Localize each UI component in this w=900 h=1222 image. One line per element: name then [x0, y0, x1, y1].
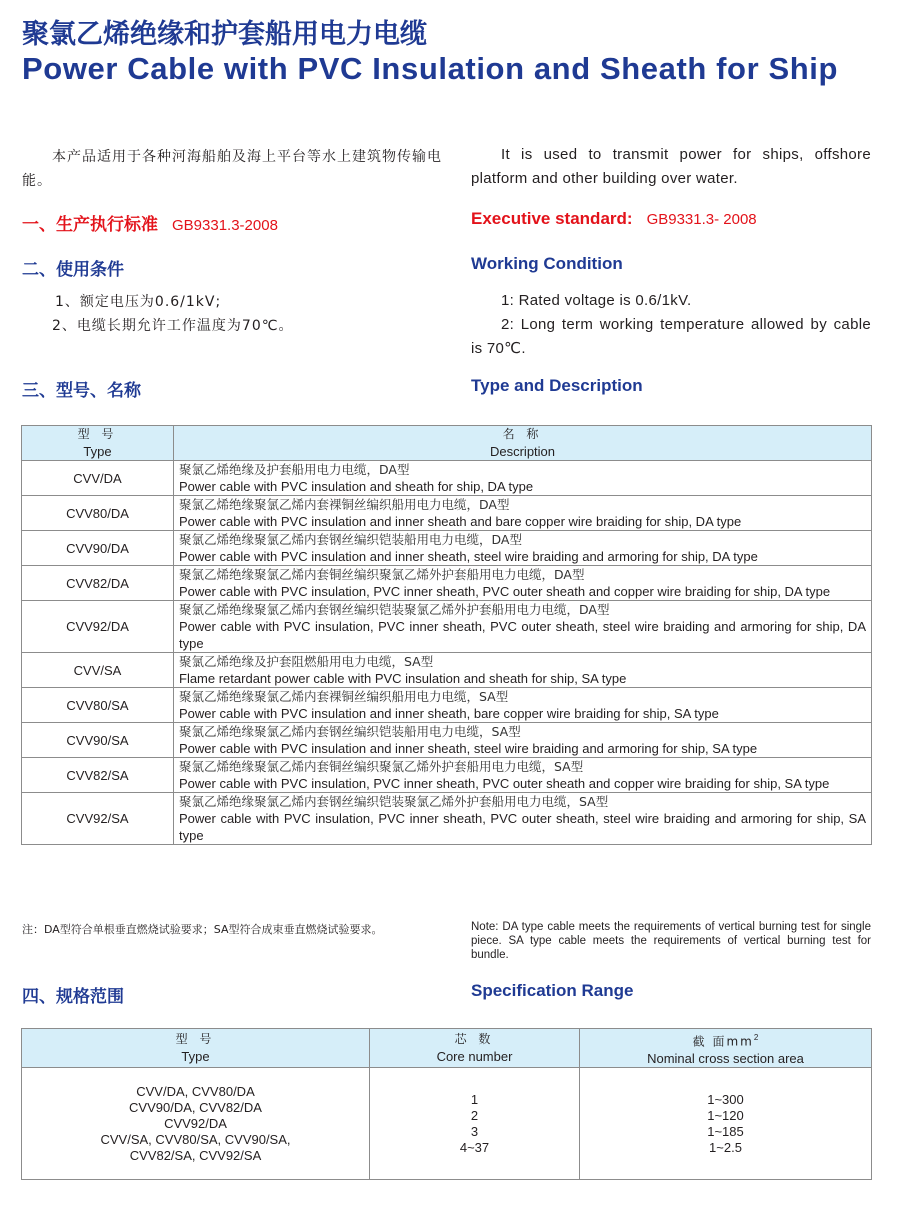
standard-en: [471, 209, 871, 229]
header-en: Type: [181, 1049, 210, 1065]
description-cn: 聚氯乙烯绝缘聚氯乙烯内套钢丝编织铠装聚氯乙烯外护套船用电力电缆，DA型: [179, 602, 610, 617]
intro-en: It is used to transmit power for ships, offshore platform and other building over water.: [471, 146, 871, 187]
header-en: Description: [489, 444, 556, 459]
description-cn: 聚氯乙烯绝缘及护套船用电力电缆，DA型: [179, 462, 410, 477]
type-cell: CVV90/DA: [22, 531, 174, 566]
description-en: Power cable with PVC insulation and inner sheath, bare copper wire braiding for ship, SA type: [179, 706, 719, 721]
spec-area-line: 1~2.5: [709, 1139, 742, 1155]
spec-cores-cell: [370, 1068, 580, 1180]
description-en: Power cable with PVC insulation and sheath for ship, DA type: [179, 479, 534, 494]
table-row: [22, 496, 872, 531]
header-cn: 型 号: [77, 427, 118, 441]
description-en: Flame retardant power cable with PVC insulation and sheath for ship, SA type: [179, 671, 627, 686]
description-en: Power cable with PVC insulation, PVC inner sheath, PVC outer sheath, steel wire braiding and armoring for ship, SA type: [179, 811, 866, 843]
description-cell: [174, 653, 872, 688]
spec-area-line: 1~185: [707, 1123, 744, 1139]
description-cn: 聚氯乙烯绝缘聚氯乙烯内套铜丝编织聚氯乙烯外护套船用电力电缆，DA型: [179, 567, 585, 582]
description-cn: 聚氯乙烯绝缘聚氯乙烯内套裸铜丝编织船用电力电缆，SA型: [179, 689, 509, 704]
header-cn: 名 称: [502, 427, 543, 441]
spec-heading-cn: 四、规格范围: [22, 987, 124, 1007]
table-header-row: [22, 1029, 872, 1068]
spec-type-line: CVV90/DA, CVV82/DA: [129, 1099, 262, 1115]
description-en: Power cable with PVC insulation, PVC inner sheath, PVC outer sheath and copper wire braiding for ship, DA type: [179, 584, 831, 599]
type-heading-en: Type and Description: [471, 376, 643, 395]
standard-value-cn: GB9331.3-2008: [172, 217, 278, 234]
intro-cn: 本产品适用于各种河海船舶及海上平台等水上建筑物传输电能。: [22, 149, 442, 189]
description-cell: [174, 793, 872, 845]
table-row: [22, 793, 872, 845]
note-cn: 注：DA型符合单根垂直燃烧试验要求；SA型符合成束垂直燃烧试验要求。: [22, 923, 383, 936]
type-cell: CVV80/DA: [22, 496, 174, 531]
working-condition-heading-en: Working Condition: [471, 254, 623, 273]
description-en: Power cable with PVC insulation, PVC inner sheath, PVC outer sheath and copper wire braiding for ship, SA type: [179, 776, 830, 791]
type-cell: CVV90/SA: [22, 723, 174, 758]
type-cell: CVV92/SA: [22, 793, 174, 845]
working-condition-item-cn: 2、电缆长期允许工作温度为70℃。: [52, 318, 294, 334]
header-en: Nominal cross section area: [647, 1051, 804, 1067]
page-title-en: Power Cable with PVC Insulation and Sheath for Ship: [22, 51, 839, 86]
table-row: [22, 688, 872, 723]
spec-type-line: CVV/SA, CVV80/SA, CVV90/SA,: [100, 1131, 291, 1147]
standard-label-en: Executive standard:: [471, 209, 633, 228]
spec-area-line: 1~300: [707, 1091, 744, 1107]
standard-label-cn: 一、生产执行标准: [22, 215, 158, 235]
description-column-header: [174, 426, 872, 461]
header-cn: 型 号: [175, 1032, 216, 1047]
spec-core-line: 4~37: [459, 1139, 490, 1155]
working-condition-item-en: 2: Long term working temperature allowed by cable is 70℃.: [471, 316, 871, 357]
description-cn: 聚氯乙烯绝缘及护套阻燃船用电力电缆，SA型: [179, 654, 434, 669]
table-row: [22, 531, 872, 566]
table-row: [22, 653, 872, 688]
table-row: [22, 1068, 872, 1180]
spec-type-line: CVV82/SA, CVV92/SA: [129, 1147, 262, 1163]
standard-value-en: GB9331.3- 2008: [646, 211, 757, 228]
description-en: Power cable with PVC insulation, PVC inner sheath, PVC outer sheath, steel wire braiding and armoring for ship, DA type: [179, 619, 866, 651]
type-cell: CVV92/DA: [22, 601, 174, 653]
description-cell: [174, 758, 872, 793]
type-column-header: [22, 426, 174, 461]
description-cn: 聚氯乙烯绝缘聚氯乙烯内套裸铜丝编织船用电力电缆，DA型: [179, 497, 510, 512]
spec-type-line: CVV92/DA: [164, 1115, 227, 1131]
spec-range-table: [21, 1028, 872, 1180]
header-cn: 截 面mm: [692, 1034, 754, 1049]
page-title-cn: 聚氯乙烯绝缘和护套船用电力电缆: [22, 19, 427, 50]
note-en: Note: DA type cable meets the requirements of vertical burning test for single piece. SA type cable meets the requirements of vertical burning test for bundle.: [471, 921, 871, 961]
spec-core-line: 2: [470, 1107, 479, 1123]
description-cell: [174, 688, 872, 723]
description-en: Power cable with PVC insulation and inner sheath, steel wire braiding and armoring for ship, DA type: [179, 549, 758, 564]
spec-type-header: [22, 1029, 370, 1068]
type-description-table: [21, 425, 872, 845]
working-condition-item-en: 1: Rated voltage is 0.6/1kV.: [501, 292, 692, 309]
spec-area-line: 1~120: [707, 1107, 744, 1123]
spec-core-line: 3: [470, 1123, 479, 1139]
header-en: Core number: [436, 1049, 513, 1065]
description-cell: [174, 531, 872, 566]
table-row: [22, 601, 872, 653]
type-cell: CVV82/SA: [22, 758, 174, 793]
table-header-row: [22, 426, 872, 461]
header-cn: 芯 数: [454, 1032, 495, 1047]
spec-core-line: 1: [470, 1091, 479, 1107]
description-en: Power cable with PVC insulation and inner sheath and bare copper wire braiding for ship, DA type: [179, 514, 742, 529]
table-row: [22, 566, 872, 601]
spec-type-line: CVV/DA, CVV80/DA: [136, 1083, 255, 1099]
description-cell: [174, 566, 872, 601]
spec-areas-cell: [580, 1068, 872, 1180]
description-cn: 聚氯乙烯绝缘聚氯乙烯内套铜丝编织聚氯乙烯外护套船用电力电缆，SA型: [179, 759, 584, 774]
type-cell: CVV/SA: [22, 653, 174, 688]
description-cell: [174, 601, 872, 653]
description-cell: [174, 723, 872, 758]
spec-core-header: [370, 1029, 580, 1068]
table-row: [22, 461, 872, 496]
type-heading-cn: 三、型号、名称: [22, 381, 141, 401]
spec-area-header: [580, 1029, 872, 1068]
description-cell: [174, 461, 872, 496]
type-cell: CVV/DA: [22, 461, 174, 496]
spec-heading-en: Specification Range: [471, 981, 634, 1000]
header-en: Type: [83, 444, 112, 459]
working-condition-item-cn: 1、额定电压为0.6/1kV;: [55, 294, 222, 310]
spec-types-cell: [22, 1068, 370, 1180]
description-en: Power cable with PVC insulation and inner sheath, steel wire braiding and armoring for ship, SA type: [179, 741, 758, 756]
header-sup: 2: [753, 1033, 759, 1042]
working-condition-heading-cn: 二、使用条件: [22, 260, 124, 280]
type-cell: CVV80/SA: [22, 688, 174, 723]
description-cn: 聚氯乙烯绝缘聚氯乙烯内套钢丝编织铠装船用电力电缆，DA型: [179, 532, 522, 547]
table-row: [22, 723, 872, 758]
standard-cn: [22, 210, 442, 235]
description-cell: [174, 496, 872, 531]
description-cn: 聚氯乙烯绝缘聚氯乙烯内套钢丝编织铠装聚氯乙烯外护套船用电力电缆，SA型: [179, 794, 609, 809]
type-cell: CVV82/DA: [22, 566, 174, 601]
description-cn: 聚氯乙烯绝缘聚氯乙烯内套钢丝编织铠装船用电力电缆，SA型: [179, 724, 521, 739]
table-row: [22, 758, 872, 793]
